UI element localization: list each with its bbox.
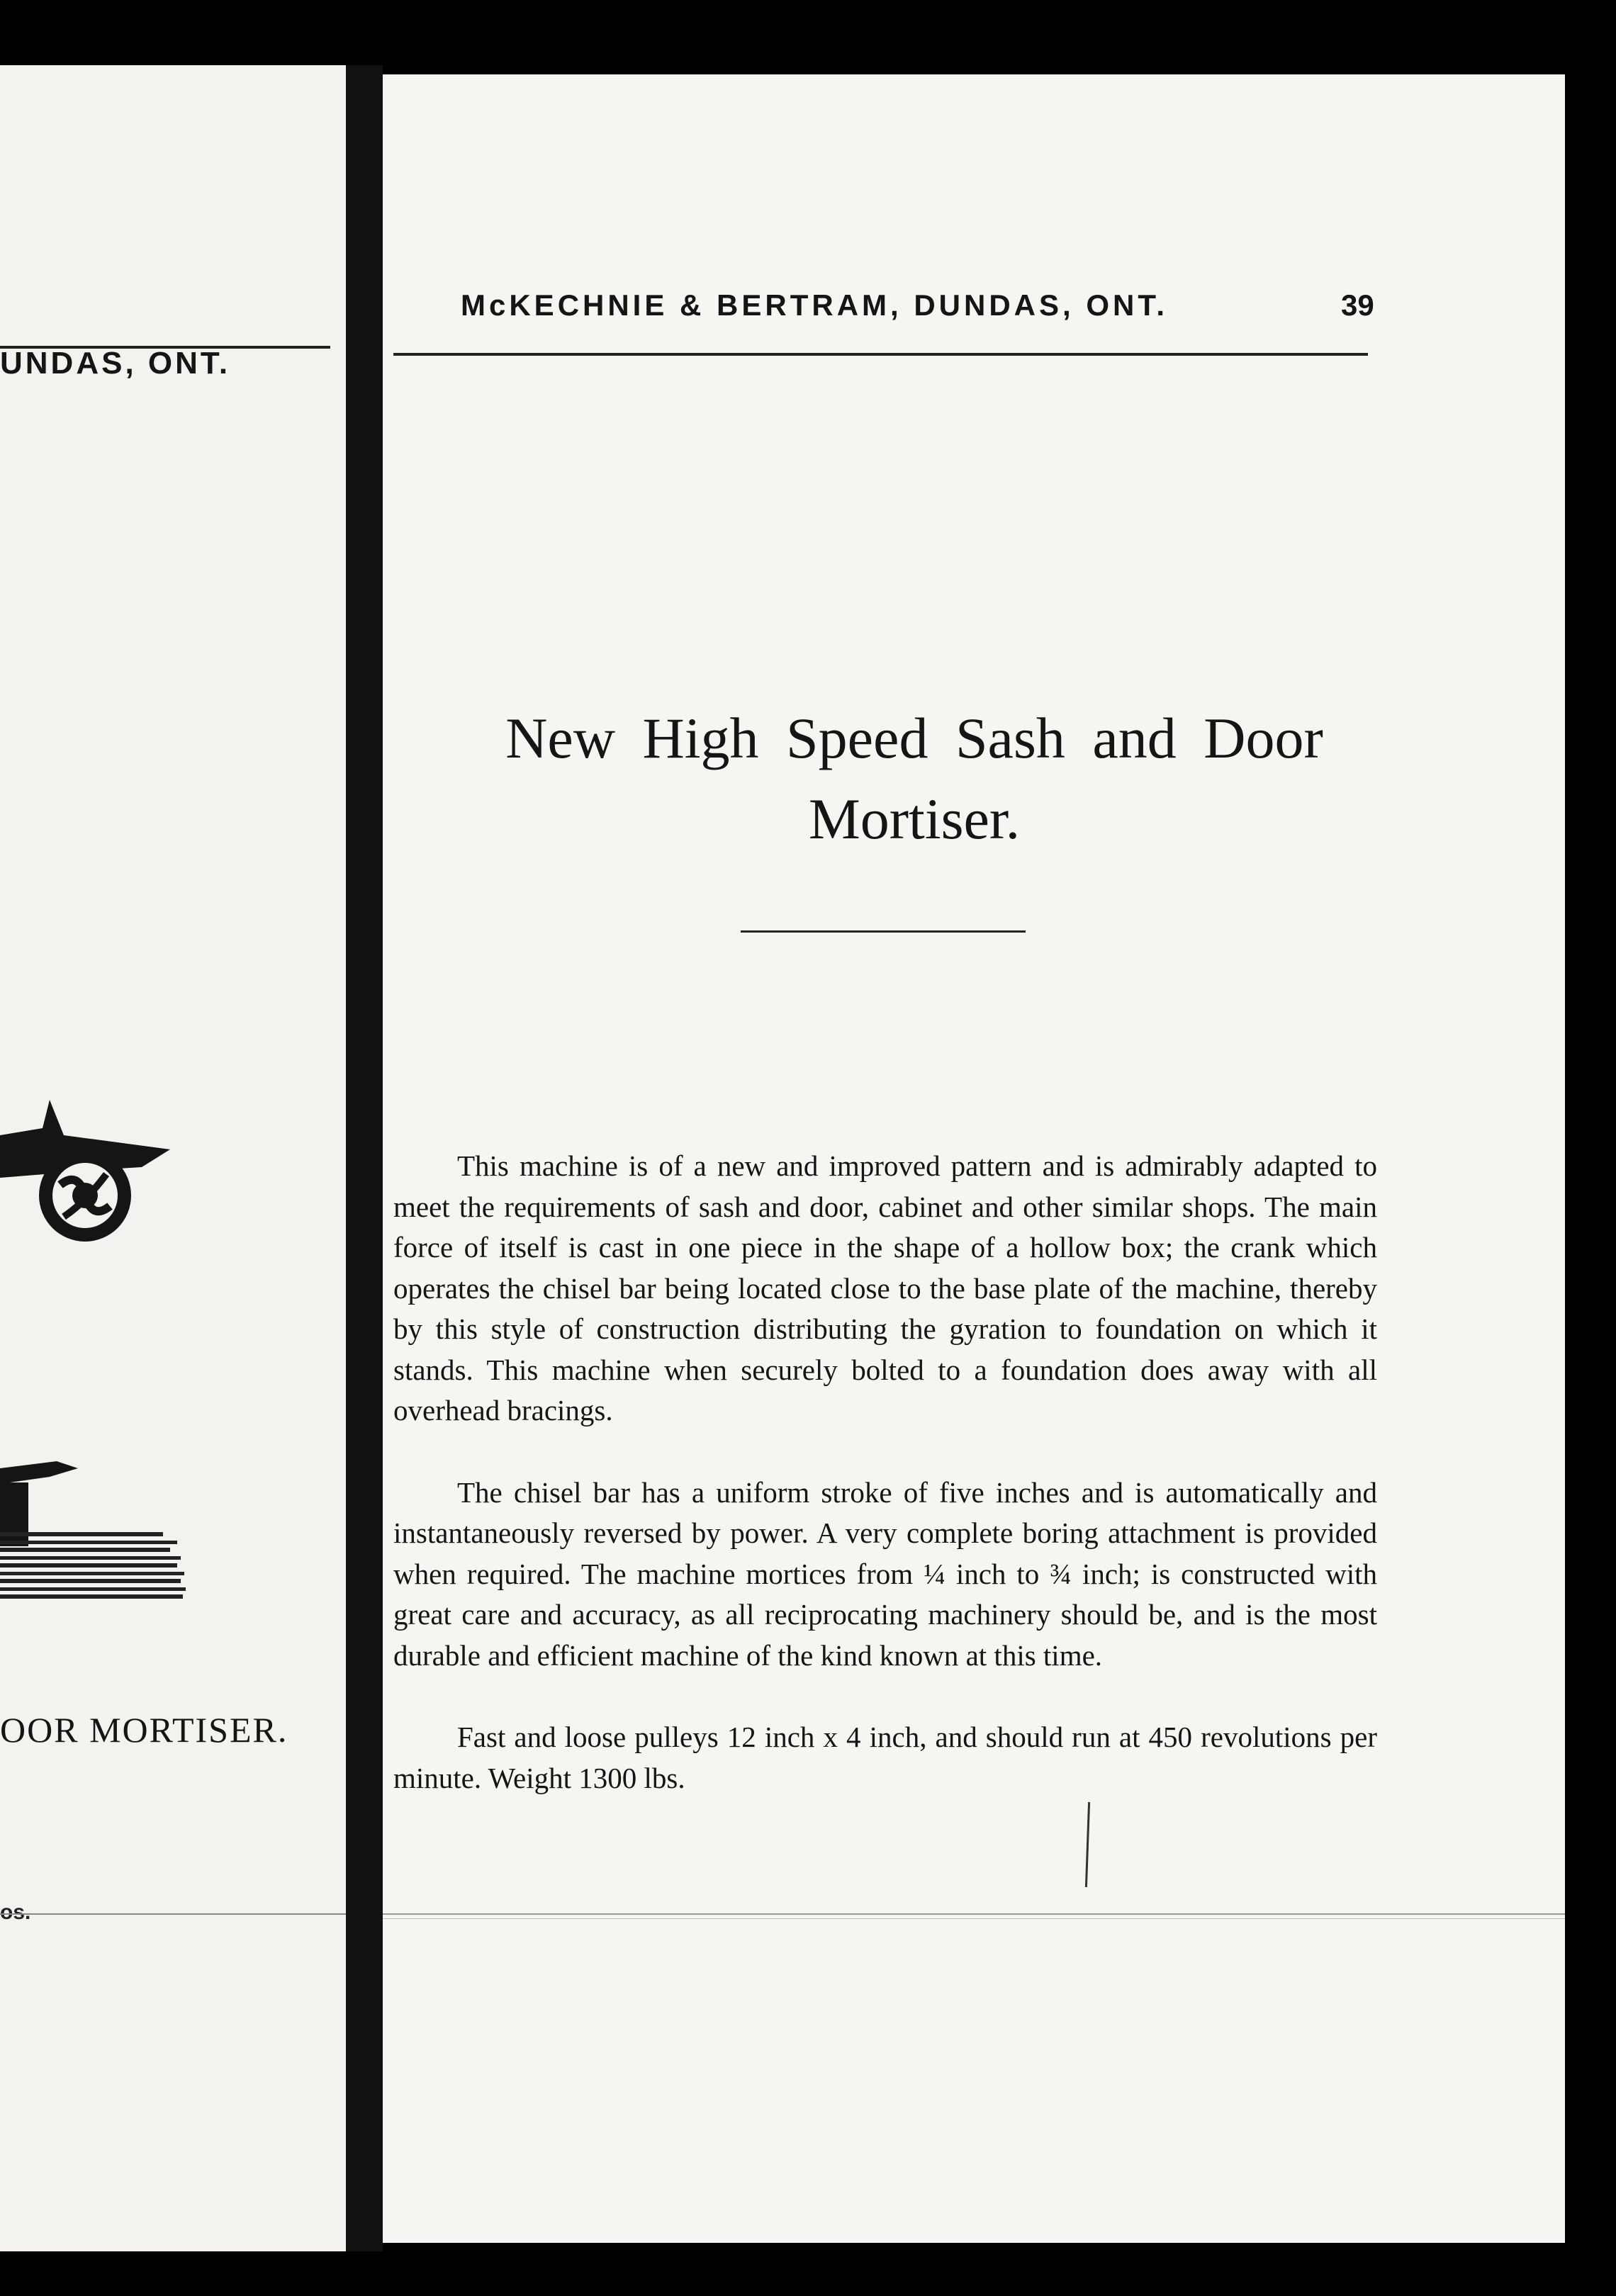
title-line-1: New High Speed Sash and Door <box>505 706 1323 770</box>
machine-illustration-fragment <box>0 1043 346 1681</box>
bottom-rule-2 <box>383 1918 1565 1919</box>
right-main-page <box>383 74 1565 2243</box>
bottom-rule <box>383 1913 1565 1915</box>
title-underline-rule <box>741 930 1026 933</box>
article-body <box>393 1146 1377 1840</box>
header-rule <box>393 353 1368 356</box>
left-bottom-rule <box>0 1913 346 1915</box>
running-header: McKECHNIE & BERTRAM, DUNDAS, ONT. <box>461 288 1169 322</box>
left-facing-page <box>0 65 346 2251</box>
left-page-header: UNDAS, ONT. <box>0 346 231 381</box>
left-caption-sub: os. <box>0 1901 31 1924</box>
body-paragraph: This machine is of a new and improved pattern and is admirably adapted to meet the requirements of sash and door, cabinet and other similar shops. The main force of itself is cast in one piece in the shape of a hollow box; the crank which operates the chisel bar being located close to the base plate of the machine, thereby by this style of construction distributing the gyration to foundation on which it stands. This machine when securely bolted to a foundation does away with all overhead bracings. <box>393 1149 1377 1426</box>
article-title <box>411 698 1418 860</box>
body-paragraph: Fast and loose pulleys 12 inch x 4 inch, and should run at 450 revolutions per minute. Weight 1300 lbs. <box>393 1721 1377 1794</box>
title-line-2: Mortiser. <box>808 787 1021 851</box>
book-spine <box>346 65 383 2251</box>
left-figure-caption: OOR MORTISER. <box>0 1710 288 1750</box>
body-paragraph: The chisel bar has a uniform stroke of five inches and is automatically and instantaneously reversed by power. A very complete boring attachment is provided when required. The machine mortices from ¼ inch to ¾ inch; is constructed with great care and accuracy, as all reciprocating machinery should be, and is the most durable and efficient machine of the kind known at this time. <box>393 1475 1377 1672</box>
page-number: 39 <box>1341 288 1374 322</box>
left-header-rule <box>0 346 330 349</box>
